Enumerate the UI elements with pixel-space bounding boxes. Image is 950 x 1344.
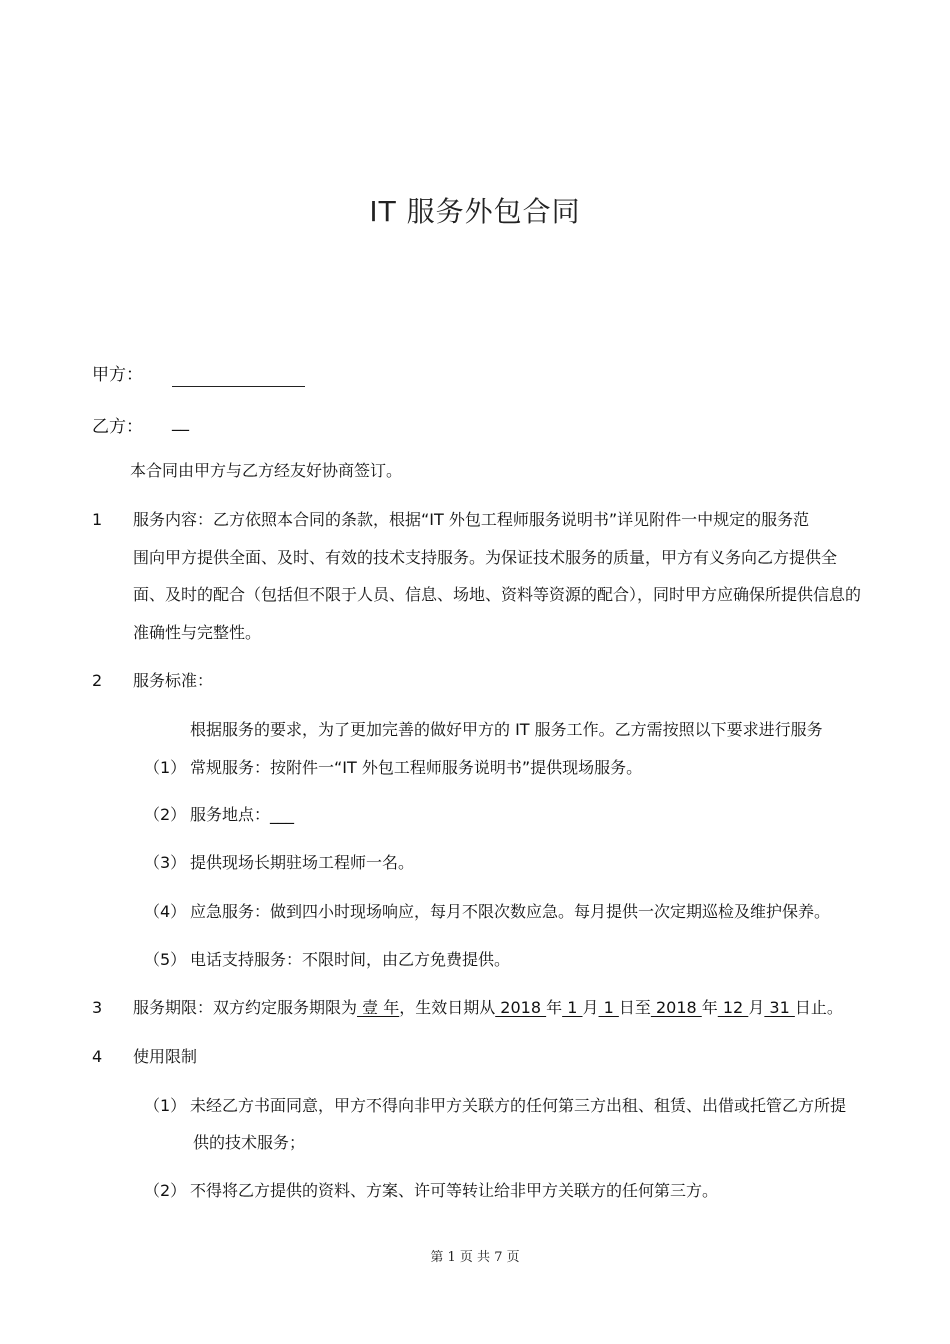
start-month-value: 1 <box>562 998 583 1017</box>
section-4-heading: 使用限制 <box>133 1047 198 1066</box>
section-2-item-3-number: （3） <box>144 853 187 872</box>
end-day-value: 31 <box>764 998 795 1017</box>
section-1-line-4: 准确性与完整性。 <box>133 623 262 642</box>
section-2-heading: 服务标准： <box>133 671 214 690</box>
section-2-item-4-number: （4） <box>144 902 187 921</box>
section-2-item-2-text: 服务地点： <box>190 805 271 824</box>
intro-text: 本合同由甲方与乙方经友好协商签订。 <box>130 461 403 480</box>
page-footer: 第 1 页 共 7 页 <box>430 1250 520 1265</box>
end-year-value: 2018 <box>650 998 702 1017</box>
section-4-item-2-text: 不得将乙方提供的资料、方案、许可等转让给非甲方关联方的任何第三方。 <box>190 1181 719 1200</box>
section-4-item-1-line-2: 供的技术服务； <box>193 1133 306 1152</box>
party-b-label: 乙方： <box>92 417 143 437</box>
section-4-item-1-number: （1） <box>144 1096 187 1115</box>
section-2-item-4-text: 应急服务：做到四小时现场响应，每月不限次数应急。每月提供一次定期巡检及维护保养。 <box>190 902 831 921</box>
section-2-item-2-number: （2） <box>144 805 187 824</box>
end-year-unit: 年 <box>701 998 718 1017</box>
party-a-label: 甲方： <box>92 365 143 385</box>
section-2-item-1-number: （1） <box>144 758 187 777</box>
section-1-line-3: 面、及时的配合（包括但不限于人员、信息、场地、资料等资源的配合），同时甲方应确保所提供信息的 <box>133 585 862 604</box>
end-month-unit: 月 <box>748 998 765 1017</box>
section-2-item-1-text: 常规服务：按附件一“IT 外包工程师服务说明书”提供现场服务。 <box>190 758 643 777</box>
start-year-unit: 年 <box>546 998 563 1017</box>
service-term-value: 壹 年 <box>357 998 400 1017</box>
start-month-unit: 月 <box>582 998 599 1017</box>
section-2-lead: 根据服务的要求，为了更加完善的做好甲方的 IT 服务工作。乙方需按照以下要求进行服务 <box>190 720 823 739</box>
start-day-value: 1 <box>598 998 619 1017</box>
section-2-number: 2 <box>92 671 103 690</box>
party-b-row <box>92 412 189 437</box>
section-4-number: 4 <box>92 1047 103 1066</box>
section-1-number: 1 <box>92 510 103 529</box>
section-4-item-2-number: （2） <box>144 1181 187 1200</box>
section-3-number: 3 <box>92 998 103 1017</box>
party-a-blank-line <box>172 386 305 387</box>
end-day-unit: 日止。 <box>794 998 843 1017</box>
party-a-row <box>92 360 143 385</box>
section-2-item-3-text: 提供现场长期驻场工程师一名。 <box>190 853 415 872</box>
document-title: IT 服务外包合同 <box>369 195 581 228</box>
section-3-prefix: 服务期限：双方约定服务期限为 <box>133 998 358 1017</box>
section-2-item-5-number: （5） <box>144 950 187 969</box>
end-month-value: 12 <box>717 998 749 1017</box>
party-b-blank: __ <box>172 412 189 432</box>
section-1-line-1: 服务内容：乙方依照本合同的条款，根据“IT 外包工程师服务说明书”详见附件一中规定的服务范 <box>133 510 810 529</box>
start-day-unit: 日至 <box>618 998 651 1017</box>
section-4-item-1-line-1: 未经乙方书面同意，甲方不得向非甲方关联方的任何第三方出租、租赁、出借或托管乙方所提 <box>190 1096 847 1115</box>
section-2-item-2-row <box>190 796 294 833</box>
section-3-effective-label: ，生效日期从 <box>399 998 496 1017</box>
service-location-blank: ___ <box>270 805 295 824</box>
section-1-line-2: 围向甲方提供全面、及时、有效的技术支持服务。为保证技术服务的质量，甲方有义务向乙方提供全 <box>133 548 838 567</box>
section-3-text <box>133 989 843 1026</box>
section-2-item-5-text: 电话支持服务：不限时间，由乙方免费提供。 <box>190 950 511 969</box>
start-year-value: 2018 <box>495 998 547 1017</box>
